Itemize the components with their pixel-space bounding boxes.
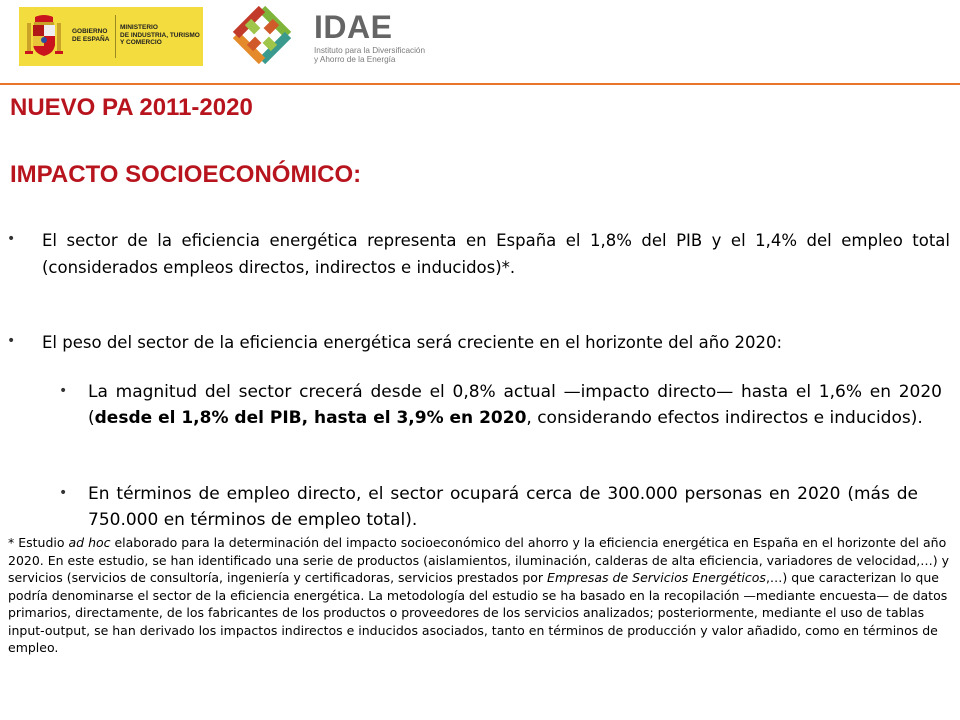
footnote-text-3: ,…) que caracterizan lo que podría denominarse el sector de la eficiencia energética. La metodología del estudio se ha basado en la recopilación —mediante encuesta— de datos primarios, directamente, de los fabricantes de los productos o proveedores de los servicios analizados; posteriormente, mediante el uso de tablas input-output, se han derivado los impactos indirectos e inducidos asociados, tanto en términos de producción y valor añadido, como en términos de empleo. <box>8 570 948 655</box>
sub-bullet-magnitude <box>88 379 942 431</box>
page-title: NUEVO PA 2011-2020 <box>10 94 253 121</box>
bullet-marker: • <box>7 333 16 349</box>
ministry-line-3: Y COMERCIO <box>120 39 162 46</box>
gov-line-2: DE ESPAÑA <box>72 36 110 43</box>
bullet-gdp-employment: El sector de la eficiencia energética representa en España el 1,8% del PIB y el 1,4% del empleo total (considerados empleos directos, indirectos e inducidos)*. <box>42 231 950 277</box>
footnote-em-1: ad hoc <box>68 535 111 550</box>
footnote-em-2: Empresas de Servicios Energéticos <box>547 570 766 585</box>
gov-line-1: GOBIERNO <box>72 28 108 35</box>
ministry-line-2: DE INDUSTRIA, TURISMO <box>120 31 200 39</box>
section-subtitle: IMPACTO SOCIOECONÓMICO: <box>10 161 362 188</box>
idae-brand-subtitle <box>314 46 425 64</box>
idae-sub-line-2: y Ahorro de la Energía <box>314 55 396 64</box>
government-label <box>72 28 109 44</box>
government-ministry-logo <box>19 7 203 66</box>
header-divider <box>0 83 960 85</box>
magnitude-text-2: , considerando efectos indirectos e inducidos). <box>526 408 923 428</box>
sub-bullet-marker: • <box>59 383 68 399</box>
footnote-text-2: elaborado para la determinación del impacto socioeconómico del ahorro y la eficiencia energética en España en el horizonte del año 2020. En este estudio, se han identificado una serie de productos (aislamientos, iluminación, calderas de alta eficiencia, variadores de velocidad,…) y servicios (servicios de consultoría, ingeniería y certificadoras, servicios prestados por <box>8 535 950 585</box>
idae-logo-icon <box>218 4 306 74</box>
magnitude-bold: desde el 1,8% del PIB, hasta el 3,9% en 2020 <box>94 408 527 428</box>
bullet-marker: • <box>7 231 16 247</box>
sub-bullet-marker: • <box>59 485 68 501</box>
coat-of-arms-icon <box>25 13 63 59</box>
idae-sub-line-1: Instituto para la Diversificación <box>314 46 426 55</box>
ministry-line-1: MINISTERIO <box>120 24 158 31</box>
footnote-text-1: * Estudio <box>8 535 69 550</box>
sub-bullet-employment: En términos de empleo directo, el sector ocupará cerca de 300.000 personas en 2020 (más de 750.000 en términos de empleo total). <box>88 484 918 530</box>
logo-separator <box>115 15 116 58</box>
ministry-label <box>120 24 200 47</box>
idae-brand: IDAE <box>314 9 393 45</box>
bullet-sector-growth: El peso del sector de la eficiencia energética será creciente en el horizonte del año 2020: <box>42 333 783 352</box>
magnitude-text-1: La magnitud del sector crecerá desde el 0,8% actual —impacto directo— hasta el 1,6% en 2020 ( <box>88 382 942 428</box>
footnote <box>8 534 952 657</box>
